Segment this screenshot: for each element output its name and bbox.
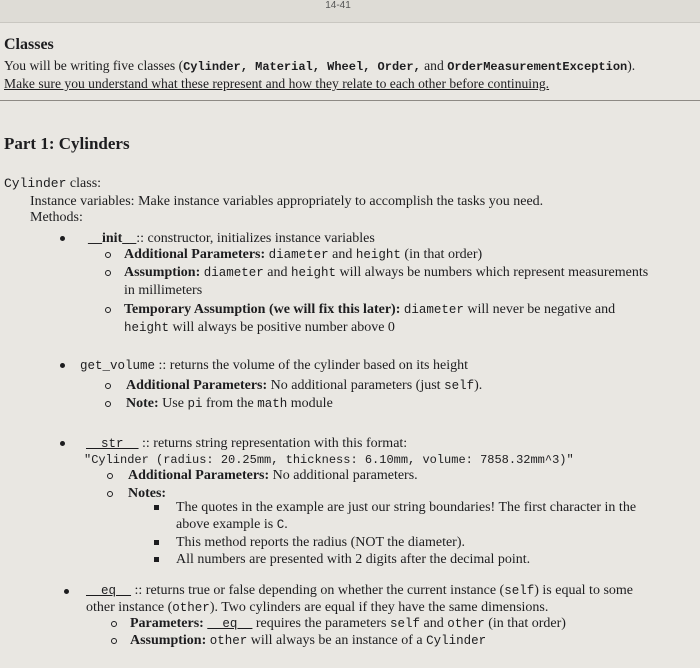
str-line: __str__ :: returns string representation with this format: [86, 436, 408, 451]
bullet-init-assump [105, 270, 111, 276]
init-temp-line2: height will always be positive number above 0 [124, 320, 395, 335]
str-note2: This method reports the radius (NOT the diameter). [176, 535, 465, 550]
init-line: __init__:: constructor, initializes instance variables [88, 231, 375, 246]
classes-line1: You will be writing five classes (Cylinder, Material, Wheel, Order, and OrderMeasurementException). [4, 58, 636, 74]
init-params: Additional Parameters: diameter and height (in that order) [124, 247, 483, 262]
init-temp: Temporary Assumption (we will fix this later): diameter will never be negative and [124, 302, 616, 317]
bullet-gv-params [105, 383, 111, 389]
init-assump: Assumption: diameter and height will always be numbers which represent measurements [124, 265, 649, 280]
str-notes-label: Notes: [128, 486, 167, 501]
classes-line2: Make sure you understand what these represent and how they relate to each other before continuing. [4, 76, 550, 91]
top-tab: 14-41 [325, 0, 351, 11]
init-assump-line2: in millimeters [124, 283, 203, 298]
gv-note: Note: Use pi from the math module [126, 396, 333, 411]
bullet-init-temp [105, 307, 111, 313]
bullet-init-params [105, 252, 111, 258]
str-example: "Cylinder (radius: 20.25mm, thickness: 6.10mm, volume: 7858.32mm^3)" [84, 453, 574, 467]
eq-line1: __eq__ :: returns true or false depending on whether the current instance (self) is equal to some [86, 583, 633, 598]
part1-title: Part 1: Cylinders [4, 134, 130, 153]
classes-title: Classes [4, 36, 54, 53]
bullet-eq-params [111, 621, 117, 627]
bullet-str-notes [107, 491, 113, 497]
methods-label: Methods: [30, 210, 83, 225]
str-note3: All numbers are presented with 2 digits after the decimal point. [176, 552, 531, 567]
bullet-gv-note [105, 401, 111, 407]
bullet-str [60, 441, 65, 446]
get-volume-line: get_volume :: returns the volume of the cylinder based on its height [80, 358, 468, 373]
str-note1b: above example is C. [176, 517, 288, 532]
divider [0, 100, 700, 101]
bullet-note2 [154, 540, 159, 545]
gv-params: Additional Parameters: No additional parameters (just self). [126, 378, 483, 393]
str-params: Additional Parameters: No additional parameters. [128, 468, 418, 483]
bullet-note1 [154, 505, 159, 510]
bullet-note3 [154, 557, 159, 562]
bullet-get-volume [60, 363, 65, 368]
eq-assump: Assumption: other will always be an instance of a Cylinder [130, 633, 487, 648]
bullet-str-params [107, 473, 113, 479]
instance-vars: Instance variables: Make instance variables appropriately to accomplish the tasks you need. [30, 194, 544, 209]
bullet-eq-assump [111, 638, 117, 644]
top-strip [0, 0, 700, 23]
bullet-init [60, 236, 65, 241]
eq-line2: other instance (other). Two cylinders are equal if they have the same dimensions. [86, 600, 549, 615]
eq-params: Parameters: __eq__ requires the parameters self and other (in that order) [130, 616, 566, 631]
class-heading: Cylinder class: [4, 176, 102, 191]
str-note1a: The quotes in the example are just our string boundaries! The first character in the [176, 500, 637, 515]
bullet-eq [64, 589, 69, 594]
